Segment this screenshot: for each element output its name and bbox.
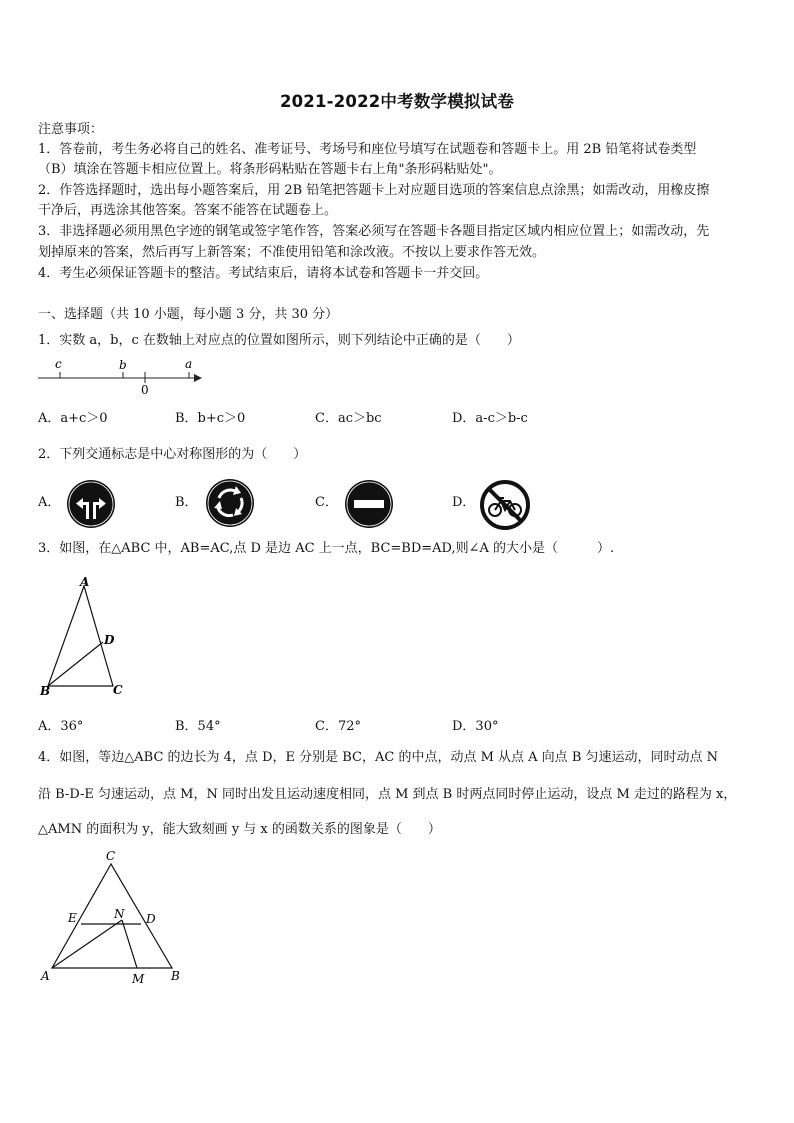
q4-line-3: △AMN 的面积为 y，能大致刻画 y 与 x 的函数关系的图象是（ ）: [38, 822, 441, 837]
q2-option-a: A．: [38, 495, 61, 510]
q3-stem: 3．如图，在△ABC 中，AB=AC,点 D 是边 AC 上一点，BC=BD=AD,则∠A 的大小是（ ）.: [38, 541, 615, 556]
triangle-abc-figure: [36, 572, 136, 698]
label-A: A: [41, 969, 50, 983]
notice-line: 2．作答选择题时，选出每小题答案后，用 2B 铅笔把答题卡上对应题目选项的答案信息点涂黑；如需改动，用橡皮擦: [38, 183, 710, 198]
label-C: C: [106, 849, 116, 863]
notice-line: 1．答卷前，考生务必将自己的姓名、准考证号、考场号和座位号填写在试题卷和答题卡上。用 2B 铅笔将试卷类型: [38, 142, 697, 157]
label-N: N: [114, 907, 125, 921]
number-line-figure: [34, 352, 214, 398]
q1-option-d: D．a-c＞b-c: [452, 411, 528, 426]
label-B: B: [171, 969, 180, 983]
q2-option-b: B．: [175, 495, 198, 510]
q2-option-d: D．: [452, 495, 476, 510]
no-bicycle-sign-icon: [480, 480, 530, 530]
label-b: b: [119, 358, 127, 372]
no-entry-sign-icon: [344, 479, 394, 529]
label-D: D: [146, 912, 156, 926]
q2-stem: 2．下列交通标志是中心对称图形的为（ ）: [38, 447, 307, 462]
label-A: A: [80, 575, 90, 589]
equilateral-triangle-figure: [36, 846, 192, 992]
q4-line-2: 沿 B-D-E 匀速运动，点 M，N 同时出发且运动速度相同，点 M 到点 B 时两点同时停止运动，设点 M 走过的路程为 x，: [38, 787, 737, 802]
notice-line: 划掉原来的答案，然后再写上新答案；不准使用铅笔和涂改液。不按以上要求作答无效。: [38, 245, 546, 260]
q4-line-1: 4．如图，等边△ABC 的边长为 4，点 D，E 分别是 BC，AC 的中点，动点 M 从点 A 向点 B 匀速运动，同时动点 N: [38, 750, 719, 765]
turn-sign-icon: [66, 479, 116, 529]
label-zero: 0: [141, 383, 149, 397]
number-line-arrow: [194, 374, 202, 382]
notice-line: 干净后，再选涂其他答案。答案不能答在试题卷上。: [38, 203, 338, 218]
notice-line: （B）填涂在答题卡相应位置上。将条形码粘贴在答题卡右上角"条形码粘贴处"。: [38, 162, 502, 177]
q3-option-c: C．72°: [315, 719, 361, 734]
label-a: a: [185, 357, 193, 371]
segment-nm: [122, 920, 137, 968]
notice-line: 4．考生必须保证答题卡的整洁。考试结束后，请将本试卷和答题卡一并交回。: [38, 266, 489, 281]
page-title: 2021-2022中考数学模拟试卷: [279, 92, 515, 111]
q3-option-b: B．54°: [175, 719, 221, 734]
roundabout-sign-icon: [205, 478, 255, 528]
q3-option-d: D．30°: [452, 719, 499, 734]
q3-option-a: A．36°: [38, 719, 84, 734]
notice-heading: 注意事项：: [38, 122, 104, 137]
q2-option-c: C．: [315, 495, 338, 510]
section-heading: 一、选择题（共 10 小题，每小题 3 分，共 30 分）: [38, 307, 339, 322]
q1-option-c: C．ac＞bc: [315, 411, 382, 426]
q1-stem: 1．实数 a，b，c 在数轴上对应点的位置如图所示，则下列结论中正确的是（ ）: [38, 333, 520, 348]
notice-line: 3．非选择题必须用黑色字迹的钢笔或签字笔作答，答案必须写在答题卡各题目指定区域内相应位置上；如需改动，先: [38, 224, 710, 239]
label-C: C: [113, 683, 123, 697]
label-c: c: [55, 357, 62, 371]
label-M: M: [132, 972, 145, 986]
segment-an: [52, 920, 122, 968]
q1-option-a: A．a+c＞0: [38, 411, 108, 426]
label-B: B: [40, 684, 51, 698]
q1-option-b: B．b+c＞0: [175, 411, 246, 426]
label-D: D: [104, 633, 115, 647]
label-E: E: [68, 911, 77, 925]
